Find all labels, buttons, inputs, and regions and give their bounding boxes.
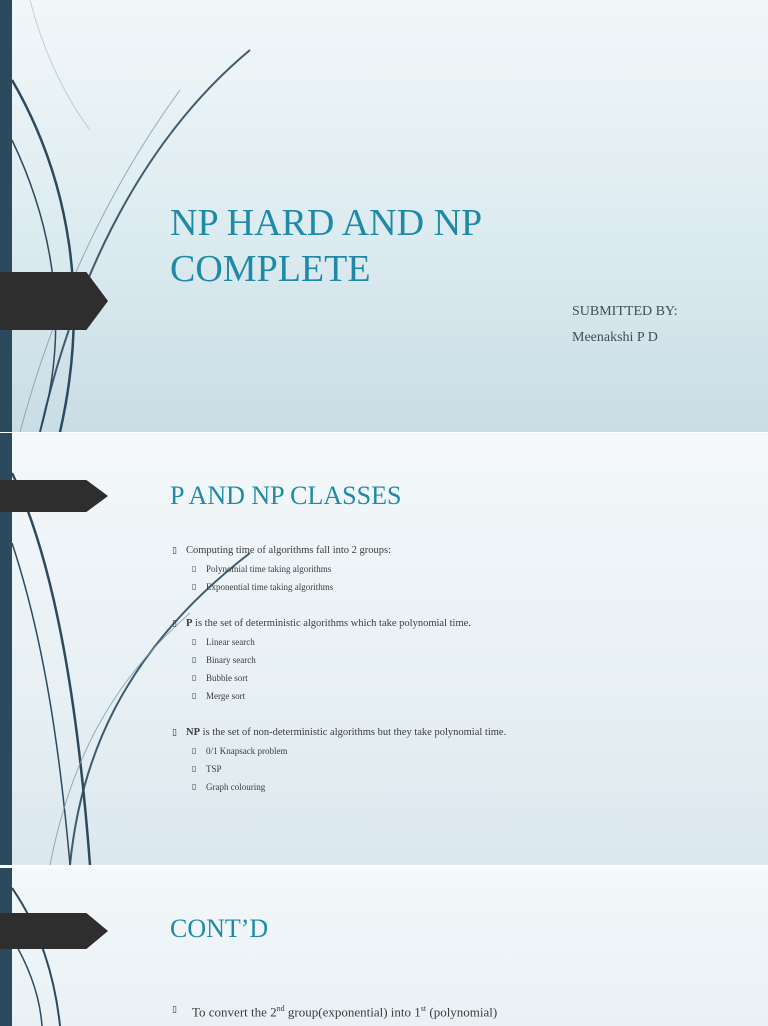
arrow-tab-marker: [0, 913, 108, 949]
sub-bullet-item: ▯ Binary search: [192, 655, 732, 665]
slide1-title-line1: NP HARD AND NP: [170, 202, 483, 244]
sub-bullet-item: ▯ Exponential time taking algorithms: [192, 582, 732, 592]
contd-slide: [0, 866, 768, 1026]
bullet-group-2: [172, 618, 732, 701]
bullet-list: [172, 545, 732, 818]
author-name: Meenakshi P D: [572, 330, 658, 345]
title-slide: [0, 0, 768, 432]
arrow-tab-marker: [0, 272, 108, 330]
slide3-title: CONT’D: [170, 914, 269, 943]
slide2-title: P AND NP CLASSES: [170, 481, 402, 510]
submitted-by-label: SUBMITTED BY:: [572, 304, 678, 319]
sub-bullet-item: ▯ Merge sort: [192, 691, 732, 701]
sub-bullet-item: ▯ Graph colouring: [192, 782, 732, 792]
bullet-item: ▯ P is the set of deterministic algorithms which take polynomial time.: [172, 618, 732, 629]
sub-bullet-item: ▯ Polynomial time taking algorithms: [192, 564, 732, 574]
bullet-item: ▯ Computing time of algorithms fall into 2 groups:: [172, 545, 732, 556]
bullet-item: ▯ NP is the set of non-deterministic algorithms but they take polynomial time.: [172, 727, 732, 738]
slide1-title-line2: COMPLETE: [170, 248, 371, 290]
arrow-tab-marker: [0, 480, 108, 512]
bullet-group-1: [172, 545, 732, 592]
p-np-classes-slide: [0, 432, 768, 865]
sub-bullet-item: ▯ 0/1 Knapsack problem: [192, 746, 732, 756]
bullet-group-3: [172, 727, 732, 792]
sub-bullet-item: ▯ Bubble sort: [192, 673, 732, 683]
sub-bullet-item: ▯ TSP: [192, 764, 732, 774]
sub-bullet-item: ▯ Linear search: [192, 637, 732, 647]
slide1-title: [170, 200, 482, 292]
bullet-item: ▯ To convert the 2nd group(exponential) into 1st (polynomial): [172, 1004, 497, 1020]
